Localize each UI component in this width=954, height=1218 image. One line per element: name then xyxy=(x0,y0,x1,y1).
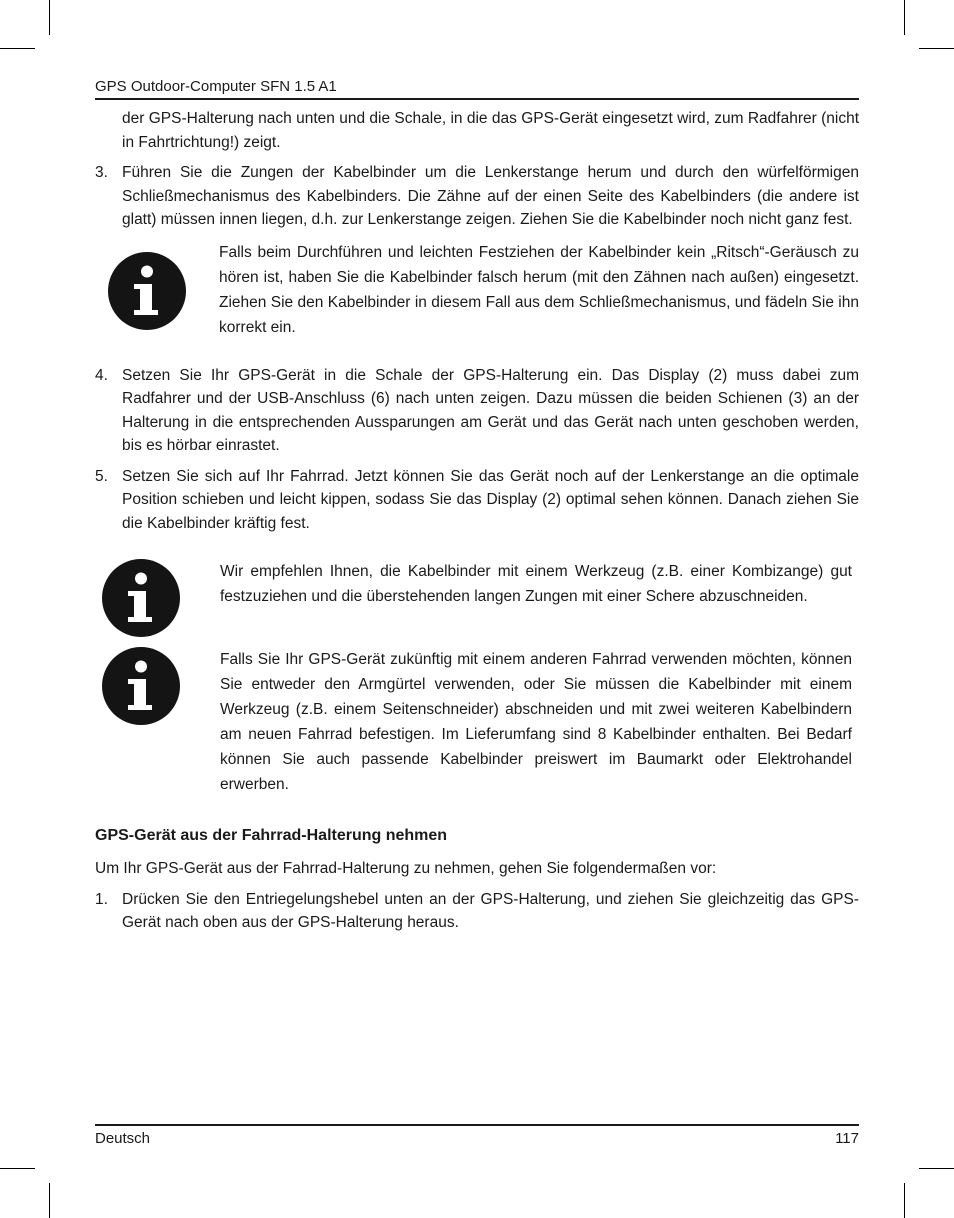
crop-mark xyxy=(0,1168,35,1169)
page-number: 117 xyxy=(835,1130,859,1147)
list-item xyxy=(95,161,859,232)
note-text: Falls Sie Ihr GPS-Gerät zukünftig mit einem anderen Fahrrad verwenden möchten, können Sie entweder den Armgürtel verwenden, oder Sie müssen die Kabelbinder mit einem Werkzeug (z.B. einem Seitenschneider) abschneiden und mit zwei weiteren Kabelbindern am neuen Fahrrad befestigen. Im Lieferumfang sind 8 Kabelbinder enthalten. Bei Bedarf können Sie auch passende Kabelbinder preiswert im Baumarkt oder Elektrohandel erwerben. xyxy=(220,651,852,793)
crop-mark xyxy=(49,0,50,35)
crop-mark xyxy=(904,0,905,35)
info-icon xyxy=(102,559,180,637)
crop-mark xyxy=(0,48,35,49)
info-icon xyxy=(102,647,180,725)
crop-mark xyxy=(904,1183,905,1218)
info-icon xyxy=(108,252,186,330)
crop-mark xyxy=(919,1168,954,1169)
page-content xyxy=(95,107,859,935)
list-number: 3. xyxy=(95,164,108,181)
crop-mark xyxy=(49,1183,50,1218)
list-text: Drücken Sie den Entriegelungshebel unten an der GPS-Halterung, und ziehen Sie gleichzeitig das GPS-Gerät nach oben aus der GPS-Halterung heraus. xyxy=(122,890,859,931)
list-number: 5. xyxy=(95,467,108,485)
page-header xyxy=(95,77,859,100)
list-text: Setzen Sie sich auf Ihr Fahrrad. Jetzt können Sie das Gerät noch auf der Lenkerstange an die optimale Position schieben und leicht kippen, sodass Sie das Display (2) optimal sehen können. Danach ziehen Sie die Kabelbinder kräftig fest. xyxy=(122,467,859,532)
list-number: 4. xyxy=(95,366,108,384)
note-text: Falls beim Durchführen und leichten Festziehen der Kabelbinder kein „Ritsch“-Geräusch zu hören ist, haben Sie die Kabelbinder falsch herum (mit den Zähnen nach außen) eingesetzt. Ziehen Sie den Kabelbinder in diesem Fall aus dem Schließmechanismus, und fädeln Sie ihn korrekt ein. xyxy=(219,243,859,336)
section-intro: Um Ihr GPS-Gerät aus der Fahrrad-Halterung zu nehmen, gehen Sie folgendermaßen vor: xyxy=(95,860,717,877)
list-number: 1. xyxy=(95,890,108,908)
info-note xyxy=(95,647,859,797)
list-item xyxy=(95,465,859,536)
note-text: Wir empfehlen Ihnen, die Kabelbinder mit einem Werkzeug (z.B. einer Kombizange) gut festzuziehen und die überstehenden langen Zungen mit einer Schere abzuschneiden. xyxy=(220,563,852,605)
section-title: GPS-Gerät aus der Fahrrad-Halterung nehmen xyxy=(95,827,448,844)
footer-language: Deutsch xyxy=(95,1130,151,1147)
page-footer xyxy=(95,1124,859,1149)
crop-mark xyxy=(919,48,954,49)
continuation-paragraph: der GPS-Halterung nach unten und die Schale, in die das GPS-Gerät eingesetzt wird, zum Radfahrer (nicht in Fahrtrichtung!) zeigt. xyxy=(122,110,859,151)
list-text: Setzen Sie Ihr GPS-Gerät in die Schale der GPS-Halterung ein. Das Display (2) muss dabei zum Radfahrer und der USB-Anschluss (6) nach unten zeigen. Dazu müssen die beiden Schienen (3) an der Halterung in die entsprechenden Aussparungen am Gerät und das Gerät nach unten geschoben werden, bis es hörbar einrastet. xyxy=(122,366,859,454)
header-title: GPS Outdoor-Computer SFN 1.5 A1 xyxy=(95,78,337,95)
list-item xyxy=(95,364,859,458)
list-text: Führen Sie die Zungen der Kabelbinder um die Lenkerstange herum und durch den würfelförmigen Schließmechanismus des Kabelbinders. Die Zähne auf der einen Seite des Kabelbinders (die andere ist glatt) müssen innen liegen, d.h. zur Lenkerstange zeigen. Ziehen Sie die Kabelbinder noch nicht ganz fest. xyxy=(122,164,859,228)
info-note xyxy=(95,559,859,637)
list-item xyxy=(95,888,859,935)
info-note xyxy=(95,240,859,340)
